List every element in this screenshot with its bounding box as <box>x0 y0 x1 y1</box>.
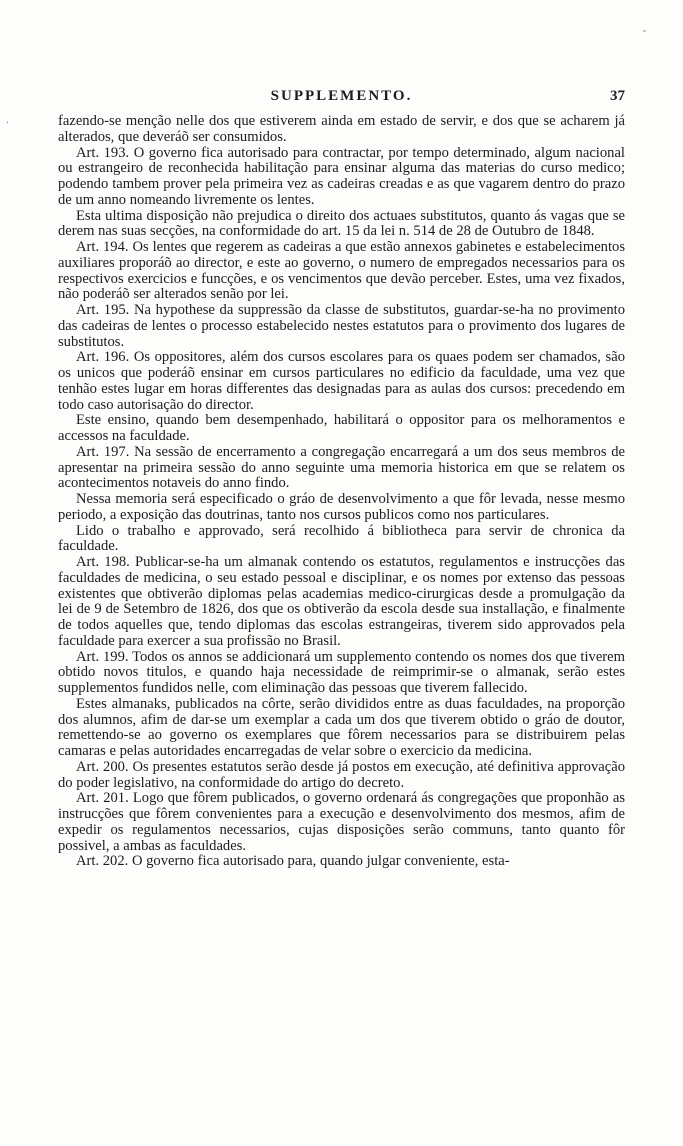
paragraph-art-195: Art. 195. Na hypothese da suppressão da classe de substitutos, guardar-se-ha no provimento das cadeiras de lentes o processo estabelecido nestes estatutos para o provimento dos lugares de substitutos. <box>58 302 625 350</box>
paragraph-art-196: Art. 196. Os oppositores, além dos cursos escolares para os quaes podem ser chamados, são os unicos que poderáõ ensinar em cursos particulares no edificio da faculdade, uma vez que tenhão estes lugar em horas differentes das designadas para as aulas dos cursos: precedendo em todo caso autorisação do director. <box>58 349 625 413</box>
paragraph-continuation: fazendo-se menção nelle dos que estiverem ainda em estado de servir, e dos que se acharem já alterados, que deveráõ ser consumidos. <box>58 113 625 145</box>
margin-speck: · <box>6 118 10 129</box>
paragraph: Nessa memoria será especificado o gráo de desenvolvimento a que fôr levada, nesse mesmo periodo, a exposição das doutrinas, tanto nos cursos publicos como nos particulares. <box>58 491 625 523</box>
paragraph-art-201: Art. 201. Logo que fôrem publicados, o governo ordenará ás congregações que proponhão as instrucções que fôrem convenientes para a execução e desenvolvimento dos mesmos, afim de expedir os regulamentos necessarios, cujas disposições serão communs, tanto quanto fôr possivel, a ambas as faculdades. <box>58 790 625 854</box>
paragraph-art-202: Art. 202. O governo fica autorisado para, quando julgar conveniente, esta- <box>76 853 510 870</box>
margin-speck: ˘ <box>642 30 647 41</box>
page-number: 37 <box>610 88 625 104</box>
running-header <box>58 88 625 110</box>
paragraph: Lido o trabalho e approvado, será recolhido á bibliotheca para servir de chronica da faculdade. <box>58 522 625 555</box>
paragraph-art-194: Art. 194. Os lentes que regerem as cadeiras a que estão annexos gabinetes e estabelecimentos auxiliares proporáõ ao director, e este ao governo, o numero de empregados necessarios para os respectivos exercicios e funcções, e os vencimentos que devão perceber. Estes, uma vez fixados, não poderáõ ser alterados senão por lei. <box>58 239 625 303</box>
paragraph: Estes almanaks, publicados na côrte, serão divididos entre as duas faculdades, na proporção dos alumnos, afim de dar-se um exemplar a cada um dos que tiverem obtido o gráo de doutor, remettendo-se ao governo os exemplares que fôrem necessarios para se distribuirem pelas camaras e pelas autoridades encarregadas de velar sobre o exercicio da medicina. <box>58 695 625 759</box>
running-title: SUPPLEMENTO. <box>270 88 413 104</box>
paragraph-art-197: Art. 197. Na sessão de encerramento a congregação encarregará a um dos seus membros de apresentar na primeira sessão do anno seguinte uma memoria historica em que se relatem os acontecimentos notaveis do anno findo. <box>58 443 625 492</box>
paragraph-art-200: Art. 200. Os presentes estatutos serão desde já postos em execução, até definitiva approvação do poder legislativo, na conformidade do artigo do decreto. <box>58 758 625 791</box>
paragraph: Esta ultima disposição não prejudica o direito dos actuaes substitutos, quanto ás vagas que se derem nas suas secções, na conformidade do art. 15 da lei n. 514 de 28 de Outubro de 1848. <box>58 207 625 240</box>
paragraph: Este ensino, quando bem desempenhado, habilitará o oppositor para os melhoramentos e accessos na faculdade. <box>58 412 625 444</box>
paragraph-art-193: Art. 193. O governo fica autorisado para contractar, por tempo determinado, algum nacional ou estrangeiro de reconhecida habilitação para ensinar alguma das materias do curso medico; podendo tambem prover pela primeira vez as cadeiras creadas e as que vagarem dentro do prazo de um anno nomeando livremente os lentes. <box>58 144 625 208</box>
paragraph-art-198: Art. 198. Publicar-se-ha um almanak contendo os estatutos, regulamentos e instrucções das faculdades de medicina, o seu estado pessoal e disciplinar, e os nomes por extenso das pessoas existentes que obtiverão diplomas pelas academias medico-cirurgicas desde a promulgação da lei de 9 de Setembro de 1826, dos que os obtiverão da escola desde sua installação, e finalmente de todos aquelles que, tendo diplomas das escolas estrangeiras, tiverem sido approvados pela faculdade para exercer a sua profissão no Brasil. <box>58 554 625 649</box>
paragraph-art-199: Art. 199. Todos os annos se addicionará um supplemento contendo os nomes dos que tiverem obtido novos titulos, e quando haja necessidade de reimprimir-se o almanak, serão estes supplementos fundidos nelle, com eliminação das pessoas que tiverem fallecido. <box>58 648 625 696</box>
body-text <box>58 114 625 870</box>
